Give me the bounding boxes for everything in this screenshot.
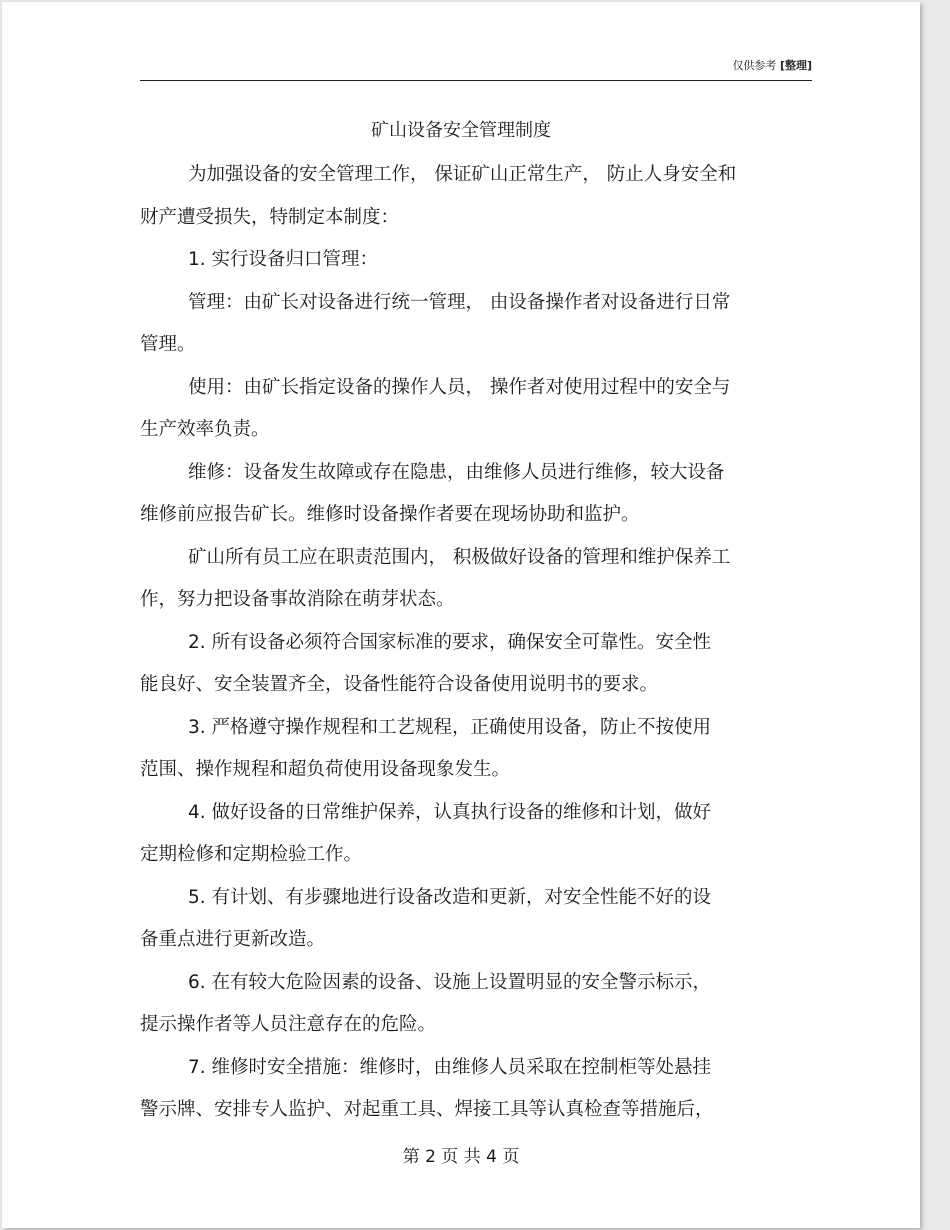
text-line: 维修：设备发生故障或存在隐患，由维修人员进行维修，较大设备 bbox=[188, 461, 725, 483]
text-line: 财产遭受损失，特制定本制度： bbox=[140, 206, 400, 228]
text-line: 6. 在有较大危险因素的设备、设施上设置明显的安全警示标示， bbox=[188, 971, 712, 993]
text-line: 管理：由矿长对设备进行统一管理， 由设备操作者对设备进行日常 bbox=[188, 291, 731, 313]
text-line: 能良好、安全装置齐全，设备性能符合设备使用说明书的要求。 bbox=[140, 674, 659, 695]
header-tag: [整理] bbox=[779, 59, 812, 72]
text-line: 2. 所有设备必须符合国家标准的要求，确保安全可靠性。安全性 bbox=[188, 631, 712, 653]
text-line: 备重点进行更新改造。 bbox=[140, 929, 326, 950]
text-line: 维修前应报告矿长。维修时设备操作者要在现场协助和监护。 bbox=[140, 504, 640, 525]
text-line: 使用：由矿长指定设备的操作人员， 操作者对使用过程中的安全与 bbox=[188, 376, 731, 398]
page-footer: 第 2 页 共 4 页 bbox=[402, 1147, 520, 1167]
text-line: 4. 做好设备的日常维护保养，认真执行设备的维修和计划，做好 bbox=[188, 801, 712, 823]
text-line: 生产效率负责。 bbox=[140, 419, 270, 440]
text-line: 1. 实行设备归口管理： bbox=[188, 249, 379, 270]
text-line: 3. 严格遵守操作规程和工艺规程，正确使用设备，防止不按使用 bbox=[188, 716, 712, 738]
document-title: 矿山设备安全管理制度 bbox=[371, 120, 551, 141]
text-line: 为加强设备的安全管理工作， 保证矿山正常生产， 防止人身安全和 bbox=[188, 164, 737, 185]
document-page bbox=[2, 2, 920, 1228]
text-line: 管理。 bbox=[140, 334, 196, 355]
page-header bbox=[140, 56, 812, 81]
text-line: 警示牌、安排专人监护、对起重工具、焊接工具等认真检查等措施后， bbox=[140, 1099, 714, 1120]
header-text: 仅供参考 bbox=[732, 59, 777, 72]
text-line: 作，努力把设备事故消除在萌芽状态。 bbox=[140, 589, 455, 610]
text-line: 提示操作者等人员注意存在的危险。 bbox=[140, 1014, 437, 1035]
text-line: 7. 维修时安全措施：维修时，由维修人员采取在控制柜等处悬挂 bbox=[188, 1056, 712, 1078]
text-line: 范围、操作规程和超负荷使用设备现象发生。 bbox=[140, 759, 511, 780]
document-body bbox=[140, 154, 812, 1132]
text-line: 矿山所有员工应在职责范围内， 积极做好设备的管理和维护保养工 bbox=[188, 546, 731, 568]
text-line: 定期检修和定期检验工作。 bbox=[140, 844, 363, 865]
text-line: 5. 有计划、有步骤地进行设备改造和更新，对安全性能不好的设 bbox=[188, 886, 712, 908]
